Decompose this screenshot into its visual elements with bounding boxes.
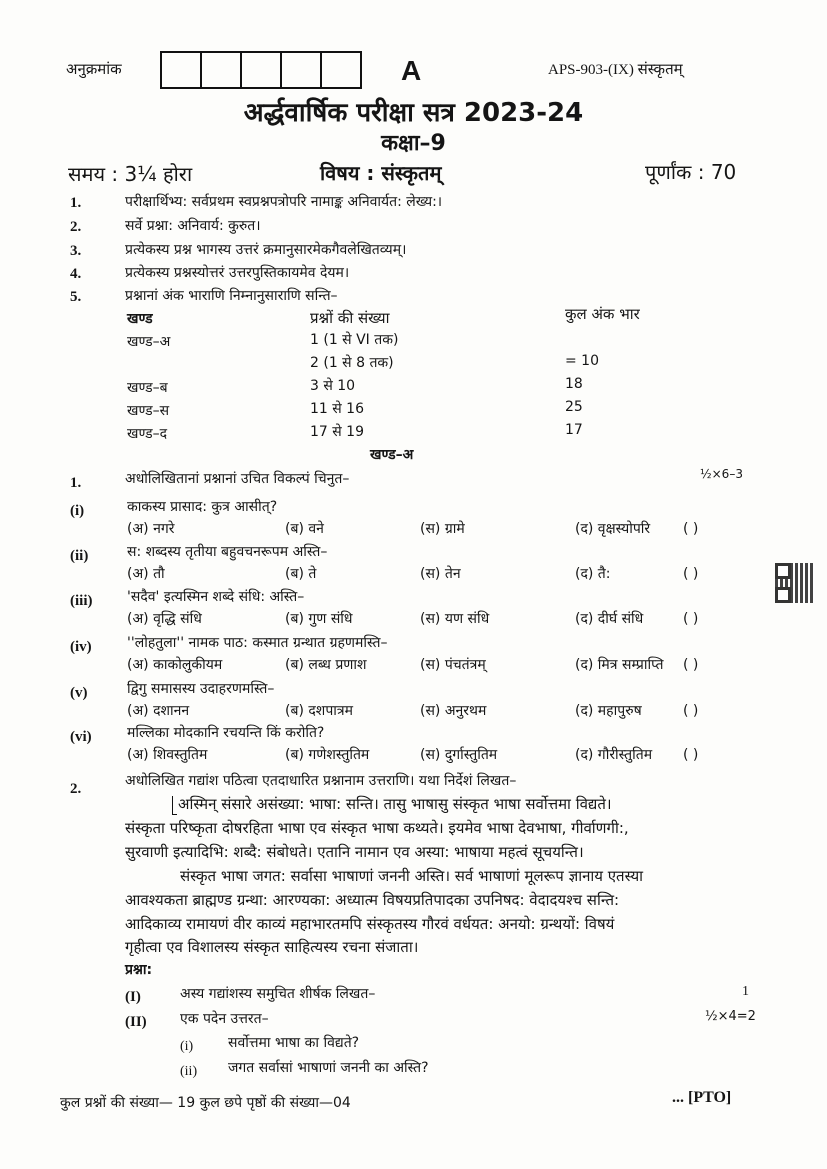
table-cell: खण्ड–ब [127, 380, 168, 396]
sub-question-text: एक पदेन उत्तरत– [180, 1011, 269, 1027]
option-4: (द) गौरीस्तुतिम [575, 747, 653, 763]
option-4: (द) तै: [575, 566, 611, 582]
instruction-text: प्रत्येकस्य प्रश्न भागस्य उत्तरं क्रमानुसारमेकगैवलेखितव्यम्। [125, 242, 407, 258]
answer-blank[interactable]: ( ) [683, 747, 699, 763]
option-2: (ब) गणेशस्तुतिम [285, 747, 370, 763]
answer-blank[interactable]: ( ) [683, 566, 699, 582]
passage-line: अस्मिन् संसारे असंख्या: भाषा: सन्ति। तासु भाषासु संस्कृत भाषा सर्वोत्तमा विद्यते। [178, 795, 612, 813]
pto-label: ... [PTO] [672, 1089, 732, 1106]
roll-number-label: अनुक्रमांक [66, 60, 122, 78]
table-header: खण्ड [127, 311, 153, 327]
table-cell: 1 (1 से VI तक) [310, 332, 399, 348]
passage-bracket [172, 796, 177, 815]
instruction-number: 4. [70, 266, 82, 282]
sub-question-marks: 1 [742, 984, 749, 999]
table-cell: खण्ड–द [127, 426, 168, 442]
answer-blank[interactable]: ( ) [683, 611, 699, 627]
sub-question-marks: ½×4=2 [705, 1009, 756, 1024]
subject-label: विषय : संस्कृतम् [320, 161, 442, 185]
table-cell: 11 से 16 [310, 401, 364, 417]
question-text: अधोलिखितानां प्रश्नानां उचित विकल्पं चिनुत– [125, 471, 350, 487]
option-3: (स) ग्रामे [420, 521, 465, 537]
option-1: (अ) काकोलुकीयम [127, 657, 223, 673]
table-cell: 17 से 19 [310, 424, 364, 440]
questions-label: प्रश्ना: [125, 962, 153, 978]
footer-counts: कुल प्रश्नों की संख्या— 19 कुल छपे पृष्ठों की संख्या—04 [60, 1095, 351, 1111]
passage-line: आवश्यकता ब्राह्मण्ड ग्रन्था: आरण्यका: अध्यात्म विषयप्रतिपादका उपनिषद: वेदादयश्च सन्ति: [125, 891, 620, 909]
roll-number-boxes[interactable] [160, 51, 362, 89]
option-2: (ब) दशपात्रम [285, 703, 353, 719]
time-label: समय : 3¼ होरा [68, 162, 193, 186]
passage-line: सुरवाणी इत्यादिभि: शब्दै: संबोधते। एतानि नामान एव अस्या: भाषाया महत्वं सूचयन्ति। [125, 843, 584, 861]
section-heading: खण्ड–अ [370, 447, 414, 463]
max-marks-label: पूर्णांक : 70 [645, 160, 737, 184]
question-number: 2. [70, 781, 82, 797]
passage-line: गृहीत्वा एव विशालस्य संस्कृत साहित्यस्य रचना संजाता। [125, 938, 419, 956]
answer-blank[interactable]: ( ) [683, 703, 699, 719]
item-number: (vi) [70, 729, 92, 745]
sub-sub-text: सर्वोत्तमा भाषा का विद्यते? [228, 1035, 360, 1051]
table-cell: 3 से 10 [310, 378, 356, 394]
instruction-number: 1. [70, 195, 82, 211]
instruction-number: 3. [70, 243, 82, 259]
item-question: द्विगु समासस्य उदाहरणमस्ति– [127, 681, 275, 697]
option-1: (अ) वृद्धि संधि [127, 611, 202, 627]
option-4: (द) वृक्षस्योपरि [575, 521, 651, 537]
option-3: (स) दुर्गास्तुतिम [420, 747, 498, 763]
option-2: (ब) गुण संधि [285, 611, 353, 627]
option-1: (अ) शिवस्तुतिम [127, 747, 208, 763]
item-number: (iv) [70, 639, 92, 655]
option-1: (अ) नगरे [127, 521, 175, 537]
class-label: कक्षा–9 [381, 131, 446, 156]
table-cell: 2 (1 से 8 तक) [310, 355, 394, 371]
item-number: (iii) [70, 593, 93, 609]
option-4: (द) महापुरुष [575, 703, 642, 719]
table-cell: खण्ड–अ [127, 334, 171, 350]
table-header: प्रश्नों की संख्या [310, 309, 390, 327]
table-header: कुल अंक भार [565, 305, 640, 323]
option-2: (ब) ते [285, 566, 317, 582]
table-cell: 18 [565, 376, 583, 392]
option-2: (ब) वने [285, 521, 324, 537]
instruction-text: प्रश्नानां अंक भाराणि निम्नानुसाराणि सन्ति– [125, 288, 338, 304]
answer-blank[interactable]: ( ) [683, 657, 699, 673]
exam-title: अर्द्धवार्षिक परीक्षा सत्र 2023-24 [243, 98, 584, 128]
option-1: (अ) तौ [127, 566, 165, 582]
option-3: (स) अनुरथम [420, 703, 487, 719]
option-3: (स) तेन [420, 566, 461, 582]
item-question: काकस्य प्रासाद: कुत्र आसीत्? [127, 499, 278, 515]
item-number: (i) [70, 503, 85, 519]
table-cell: 17 [565, 422, 583, 438]
item-number: (v) [70, 685, 88, 701]
item-number: (ii) [70, 548, 89, 564]
item-question: स: शब्दस्य तृतीया बहुवचनरूपम अस्ति– [127, 544, 328, 560]
instruction-text: परीक्षार्थिभ्य: सर्वप्रथम स्वप्रश्नपत्रोपरि नामाङ्क अनिवार्यत: लेख्य:। [125, 194, 443, 210]
table-cell: 25 [565, 399, 583, 415]
sub-question-text: अस्य गद्यांशस्य समुचित शीर्षक लिखत– [180, 986, 376, 1002]
passage-line: संस्कृता परिष्कृता दोषरहिता भाषा एव संस्कृत भाषा कथ्यते। इयमेव भाषा देवभाषा, गीर्वाणगी:, [125, 819, 629, 837]
qr-code [775, 563, 815, 603]
option-1: (अ) दशानन [127, 703, 190, 719]
passage-line: आदिकाव्य रामायणं वीर काव्यं महाभारतमपि संस्कृतस्य गौरवं वर्धयत: अनयो: ग्रन्थयों: विषयं [125, 915, 615, 933]
passage-line: संस्कृत भाषा जगत: सर्वासा भाषाणां जननी अस्ति। सर्व भाषाणां मूलरूप ज्ञानाय एतस्या [180, 867, 644, 885]
option-4: (द) मित्र सम्प्राप्ति [575, 657, 664, 673]
sub-sub-number: (ii) [180, 1064, 198, 1079]
question-marks: ½×6–3 [700, 467, 743, 481]
question-text: अधोलिखित गद्यांश पठित्वा एतदाधारित प्रश्नानाम उत्तराणि। यथा निर्देशं लिखत– [125, 773, 517, 789]
sub-sub-text: जगत सर्वासां भाषाणां जननी का अस्ति? [228, 1060, 429, 1076]
item-question: 'सदैव' इत्यस्मिन शब्दे संधि: अस्ति– [127, 589, 305, 605]
sub-question-number: (II) [125, 1014, 147, 1030]
sub-question-number: (I) [125, 989, 141, 1005]
instruction-text: सर्वे प्रश्ना: अनिवार्य: कुरुत। [125, 218, 261, 234]
option-3: (स) यण संधि [420, 611, 490, 627]
option-3: (स) पंचतंत्रम् [420, 657, 486, 673]
table-cell: खण्ड–स [127, 403, 170, 419]
option-4: (द) दीर्घ संधि [575, 611, 644, 627]
instruction-number: 5. [70, 289, 82, 305]
item-question: मल्लिका मोदकानि रचयन्ति किं करोति? [127, 725, 325, 741]
set-label: A [401, 55, 422, 86]
item-question: ''लोहतुला'' नामक पाठ: कस्मात ग्रन्थात ग्रहणमस्ति– [127, 635, 388, 651]
option-2: (ब) लब्ध प्रणाश [285, 657, 367, 673]
question-number: 1. [70, 475, 82, 491]
instruction-number: 2. [70, 219, 82, 235]
sub-sub-number: (i) [180, 1039, 194, 1054]
paper-code: APS-903-(IX) संस्कृतम् [548, 62, 683, 78]
answer-blank[interactable]: ( ) [683, 521, 699, 537]
instruction-text: प्रत्येकस्य प्रश्नस्योत्तरं उत्तरपुस्तिकायमेव देयम। [125, 265, 350, 281]
table-cell: = 10 [565, 353, 599, 369]
